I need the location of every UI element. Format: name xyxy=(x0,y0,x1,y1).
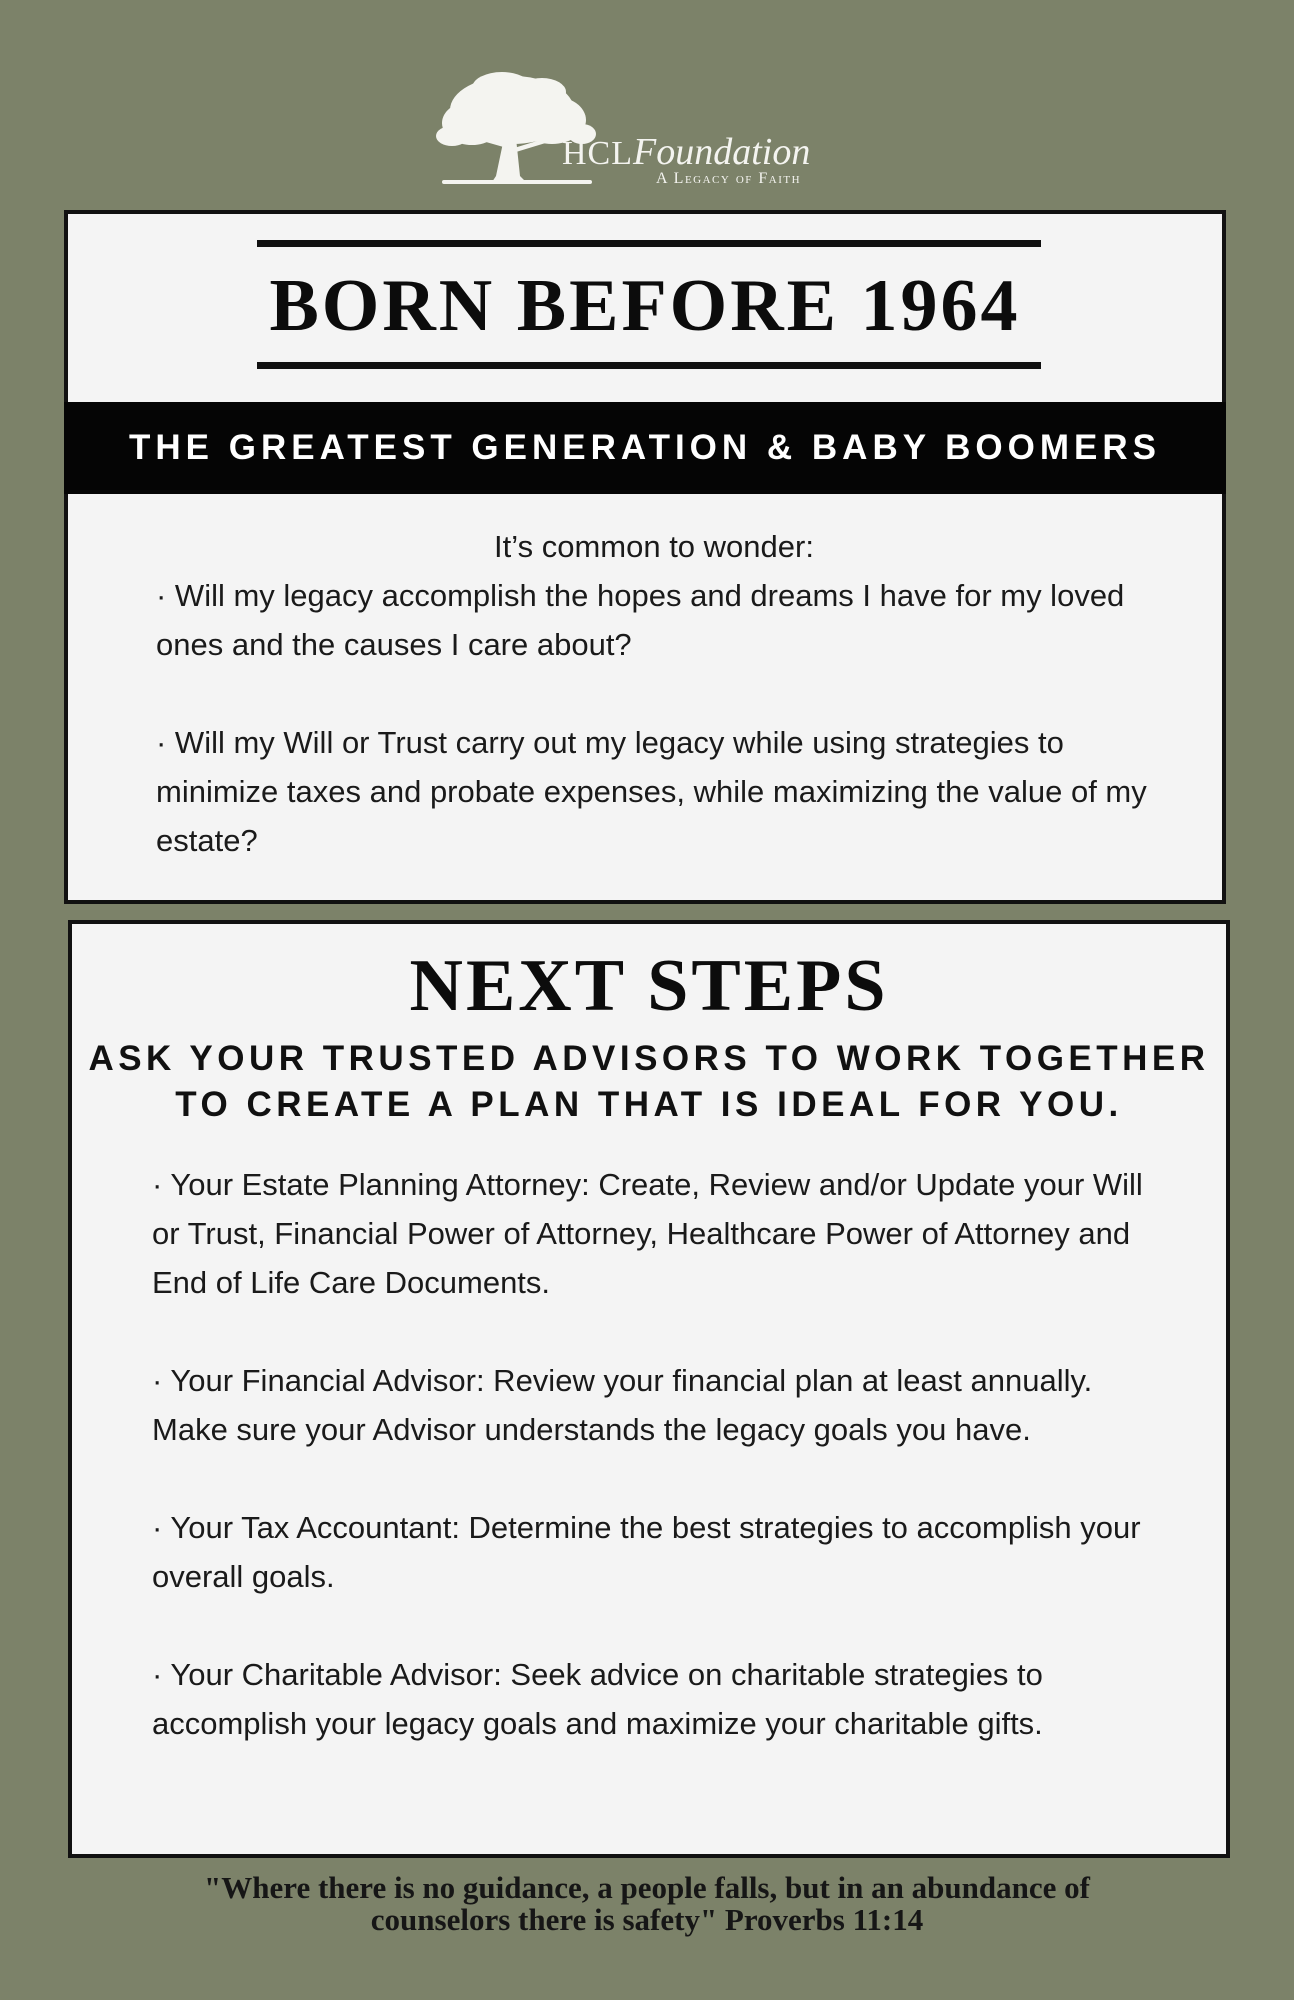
brand-hcl: HCL xyxy=(562,135,633,172)
next-steps-card xyxy=(68,920,1230,1858)
list-item: · Your Estate Planning Attorney: Create, Review and/or Update your Will or Trust, Financial Power of Attorney, Healthcare Power of Attorney and End of Life Care Documents. xyxy=(152,1167,1143,1300)
list-item: · Your Charitable Advisor: Seek advice on charitable strategies to accomplish your legacy goals and maximize your charitable gifts. xyxy=(152,1657,1043,1741)
brand-tagline: A Legacy of Faith xyxy=(656,170,802,187)
brand-name xyxy=(562,130,810,174)
subtitle-line: ASK YOUR TRUSTED ADVISORS TO WORK TOGETHER xyxy=(88,1039,1210,1078)
generation-banner: THE GREATEST GENERATION & BABY BOOMERS xyxy=(64,402,1226,494)
advisor-list xyxy=(152,1160,1156,1748)
bullet-item: · Will my legacy accomplish the hopes and dreams I have for my loved ones and the causes I care about? xyxy=(156,578,1125,662)
section-title: NEXT STEPS xyxy=(409,945,889,1027)
section-subtitle xyxy=(72,1036,1226,1128)
foundation-logo xyxy=(432,68,862,198)
card-body xyxy=(156,522,1152,865)
brand-foundation: Foundation xyxy=(633,131,811,173)
quote-line: "Where there is no guidance, a people falls, but in an abundance of xyxy=(204,1870,1090,1905)
born-before-card xyxy=(64,210,1226,904)
scripture-quote xyxy=(0,1872,1294,1936)
bullet-item: · Will my Will or Trust carry out my legacy while using strategies to minimize taxes and probate expenses, while maximizing the value of my estate? xyxy=(156,725,1147,858)
title-rule-bottom xyxy=(257,362,1041,369)
card-title: BORN BEFORE 1964 xyxy=(269,265,1021,347)
list-item: · Your Tax Accountant: Determine the best strategies to accomplish your overall goals. xyxy=(152,1510,1141,1594)
subtitle-line: TO CREATE A PLAN THAT IS IDEAL FOR YOU. xyxy=(175,1085,1123,1124)
title-rule-top xyxy=(257,240,1041,247)
list-item: · Your Financial Advisor: Review your financial plan at least annually. Make sure your Advisor understands the legacy goals you have. xyxy=(152,1363,1093,1447)
intro-text: It’s common to wonder: xyxy=(494,529,814,564)
quote-line: counselors there is safety" Proverbs 11:14 xyxy=(370,1902,924,1937)
